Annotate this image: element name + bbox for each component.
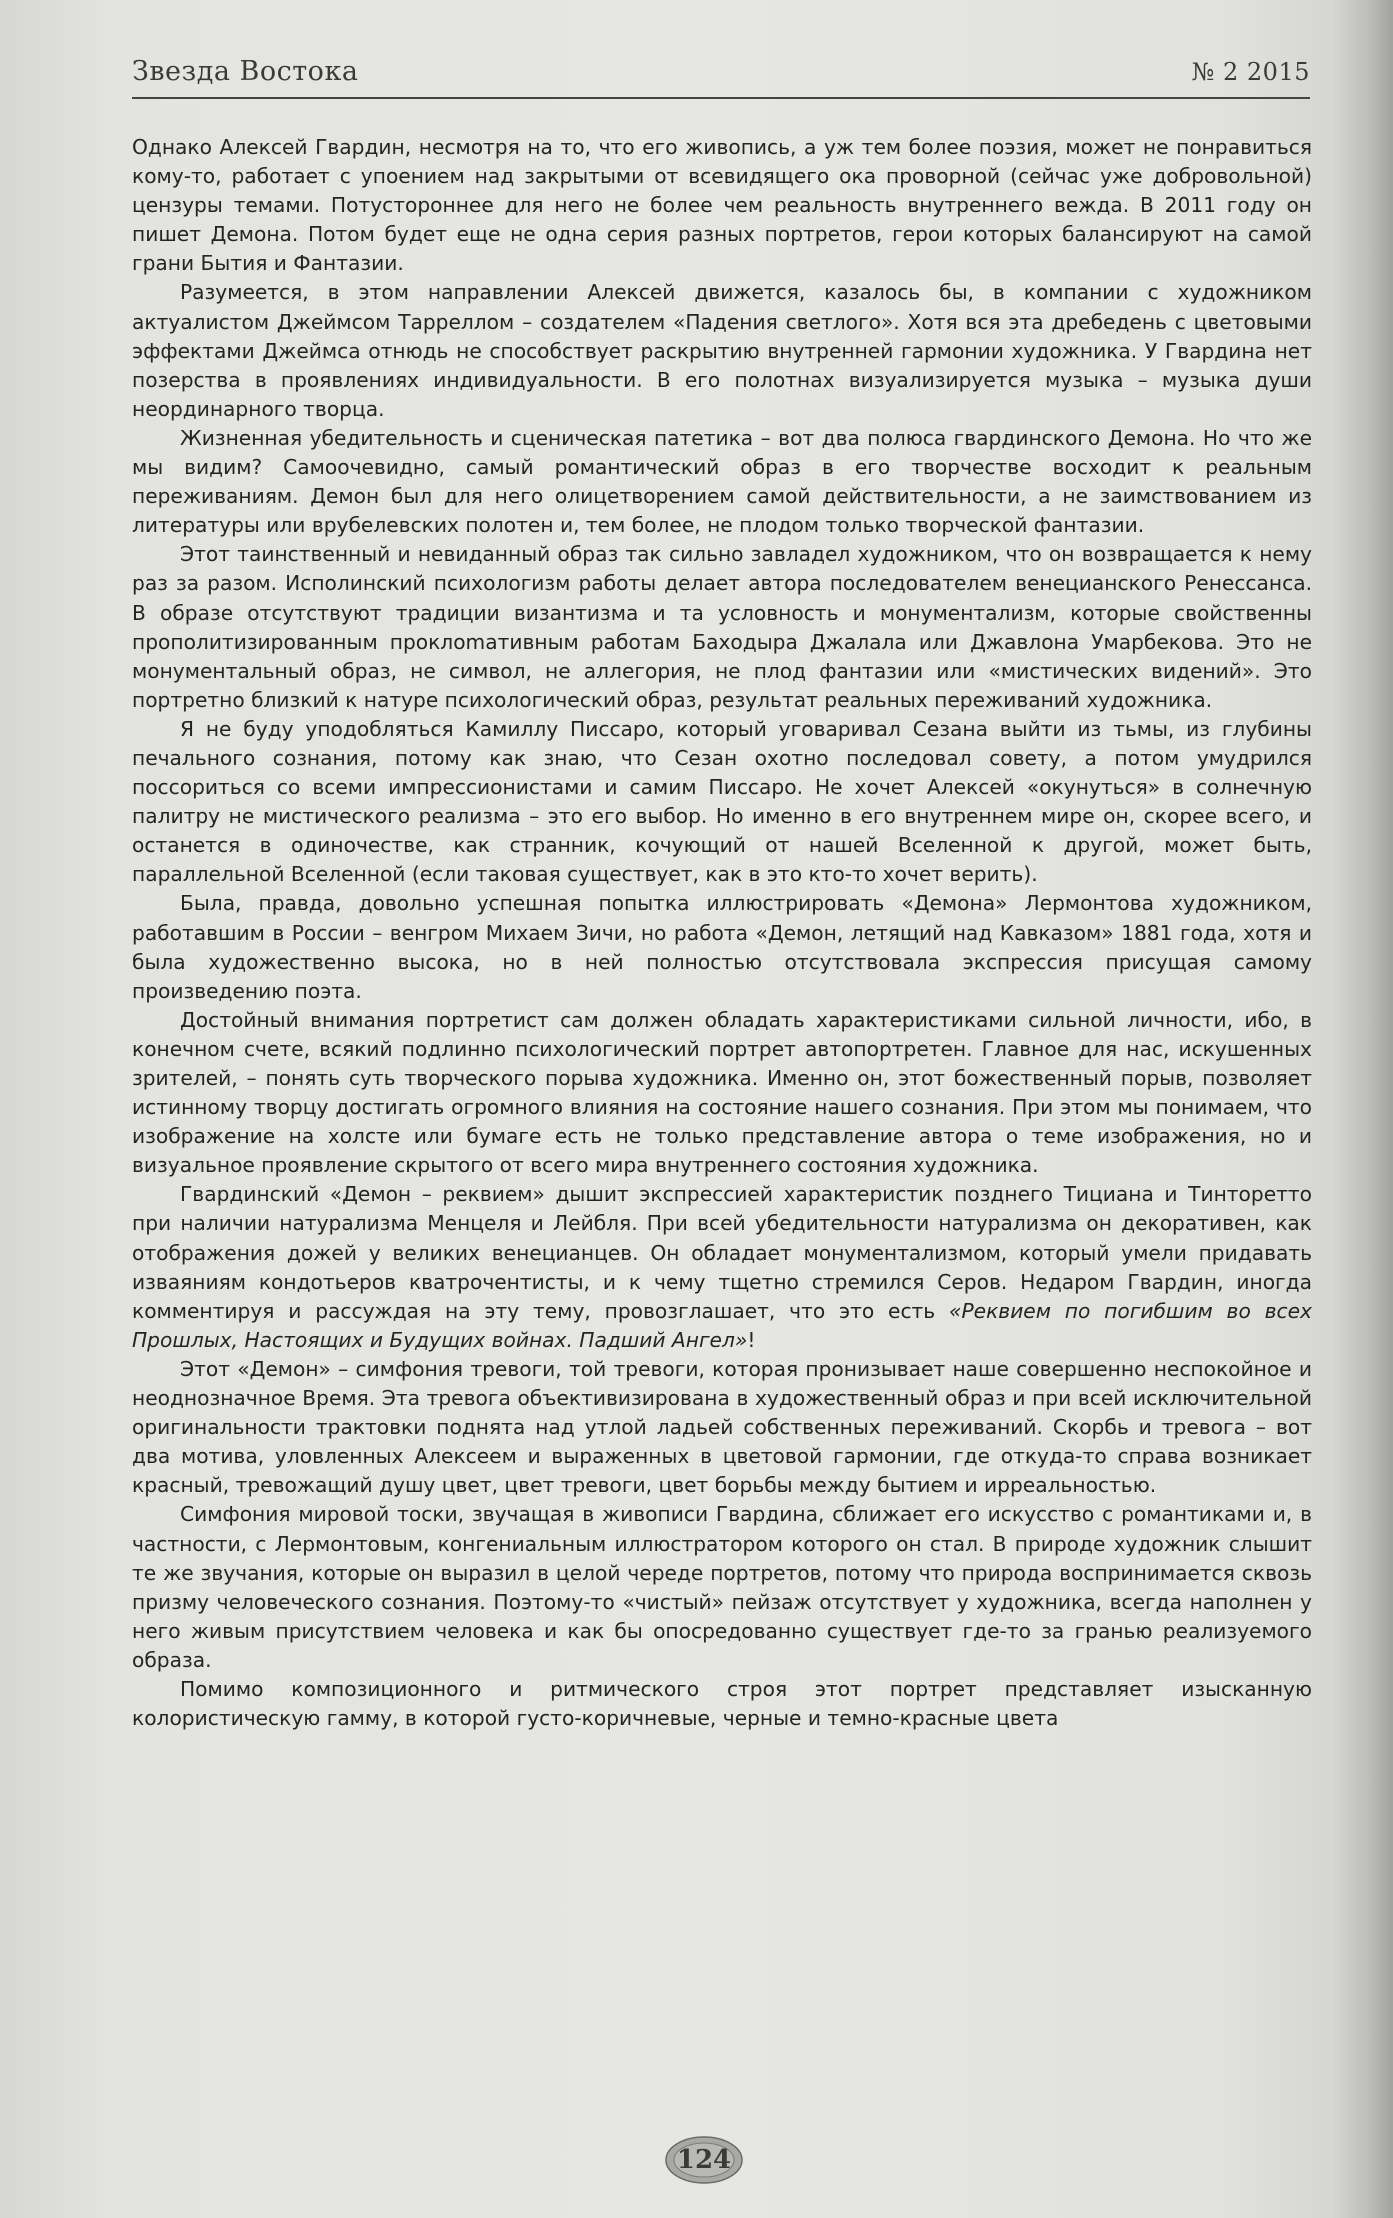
paragraph-text: Гвардинский «Демон – реквием» дышит экспрессией характеристик позднего Тициана и Тинторетто при наличии натурализма Менцеля и Лейбля. При всей убедительности натурализма он декоративен, как отображения дожей у великих венецианцев. Он обладает монументализмом, который умели придавать изваяниям кондотьеров кватрочентисты, и к чему тщетно стремился Серов. Недаром Гвардин, иногда комментируя и рассуждая на эту тему, провозглашает, что это есть bbox=[132, 1182, 1312, 1323]
header-rule bbox=[132, 97, 1310, 99]
paragraph: Симфония мировой тоски, звучащая в живописи Гвардина, сближает его искусство с романтиками и, в частности, с Лермонтовым, конгениальным иллюстратором которого он стал. В природе художник слышит те же звучания, которые он выразил в целой череде портретов, потому что природа воспринимается сквозь призму человеческого сознания. Поэтому-то «чистый» пейзаж отсутствует у художника, всегда наполнен у него живым присутствием человека и как бы опосредованно существует где-то за гранью реализуемого образа. bbox=[132, 1502, 1312, 1672]
paragraph: Этот таинственный и невиданный образ так сильно завладел художником, что он возвращается к нему раз за разом. Исполинский психологизм работы делает автора последователем венецианского Ренессанса. В образе отсутствуют традиции византизма и та условность и монументализм, которые свойственны прополитизированным проклomaтивным работам Баходыра Джалала или Джавлона Умарбекова. Это не монументальный образ, не символ, не аллегория, не плод фантазии или «мистических видений». Это портретно близкий к натуре психологический образ, результат реальных переживаний художника. bbox=[132, 542, 1312, 712]
paragraph: Помимо композиционного и ритмического строя этот портрет представляет изысканную колористическую гамму, в которой густо-коричневые, черные и темно-красные цвета bbox=[132, 1676, 1312, 1731]
paragraph: Этот «Демон» – симфония тревоги, той тревоги, которая пронизывает наше совершенно неспокойное и неоднозначное Время. Эта тревога объективизирована в художественный образ и при всей исключительной оригинальности трактовки поднята над утлой ладьей собственных переживаний. Скорбь и тревога – вот два мотива, уловленных Алексеем и выраженных в цветовой гармонии, где откуда-то справа возникает красный, тревожащий душу цвет, цвет тревоги, цвет борьбы между бытием и ирреальностью. bbox=[132, 1356, 1312, 1498]
issue-number: № 2 2015 bbox=[1191, 58, 1310, 86]
paragraph: Была, правда, довольно успешная попытка иллюстрировать «Демона» Лермонтова художником, работавшим в России – венгром Михаем Зичи, но работа «Демон, летящий над Кавказом» 1881 года, хотя и была художественно высока, но в ней полностью отсутствовала экспрессия присущая самому произведению поэта. bbox=[132, 891, 1312, 1003]
journal-title: Звезда Востока bbox=[132, 56, 359, 87]
spine-shadow bbox=[1333, 0, 1393, 2218]
running-header bbox=[132, 52, 1310, 98]
paragraph: Жизненная убедительность и сценическая патетика – вот два полюса гвардинского Демона. Но что же мы видим? Самоочевидно, самый романтический образ в его творчестве восходит к реальным переживаниям. Демон был для него олицетворением самой действительности, а не заимствованием из литературы или врубелевских полотен и, тем более, не плодом только творческой фантазии. bbox=[132, 425, 1312, 538]
paragraph: Разумеется, в этом направлении Алексей движется, казалось бы, в компании с художником актуалистом Джеймсом Тарреллом – создателем «Падения светлого». Хотя вся эта дребедень с цветовыми эффектами Джеймса отнюдь не способствует раскрытию внутренней гармонии художника. У Гвардина нет позерства в проявлениях индивидуальности. В его полотнах визуализируется музыка – музыка души неординарного творца. bbox=[132, 280, 1312, 421]
paragraph: Я не буду уподобляться Камиллу Писсаро, который уговаривал Сезана выйти из тьмы, из глубины печального сознания, потому как знаю, что Сезан охотно последовал совету, а потом умудрился поссориться со всеми импрессионистами и самим Писсаро. Не хочет Алексей «окунуться» в солнечную палитру не мистического реализма – это его выбор. Но именно в его внутреннем мире он, скорее всего, и останется в одиночестве, как странник, кочующий от нашей Вселенной к другой, может быть, параллельной Вселенной (если таковая существует, как в это кто-то хочет верить). bbox=[132, 716, 1312, 887]
article-body bbox=[132, 133, 1312, 1733]
paragraph: Достойный внимания портретист сам должен обладать характеристиками сильной личности, ибо, в конечном счете, всякий подлинно психологический портрет автопортретен. Главное для нас, искушенных зрителей, – понять суть творческого порыва художника. Именно он, этот божественный порыв, позволяет истинному творцу достигать огромного влияния на состояние нашего сознания. При этом мы понимаем, что изображение на холсте или бумаге есть не только представление автора о теме изображения, но и визуальное проявление скрытого от всего мира внутреннего состояния художника. bbox=[132, 1007, 1312, 1178]
paragraph bbox=[132, 1180, 1312, 1355]
page-number: 124 bbox=[676, 2145, 732, 2175]
paragraph: Однако Алексей Гвардин, несмотря на то, что его живопись, а уж тем более поэзия, может не понравиться кому-то, работает с упоением над закрытыми от всевидящего ока проворной (сейчас уже добровольной) цензуры темами. Потустороннее для него не более чем реальность внутреннего вежда. В 2011 году он пишет Демона. Потом будет еще не одна серия разных портретов, герои которых балансируют на самой грани Бытия и Фантазии. bbox=[132, 135, 1312, 276]
page-footer bbox=[664, 2135, 744, 2185]
italic-quote: «Реквием по погибшим во всех Прошлых, Настоящих и Будущих войнах. Падший Ангел» bbox=[132, 1298, 1312, 1352]
paragraph-tail: ! bbox=[747, 1327, 756, 1352]
